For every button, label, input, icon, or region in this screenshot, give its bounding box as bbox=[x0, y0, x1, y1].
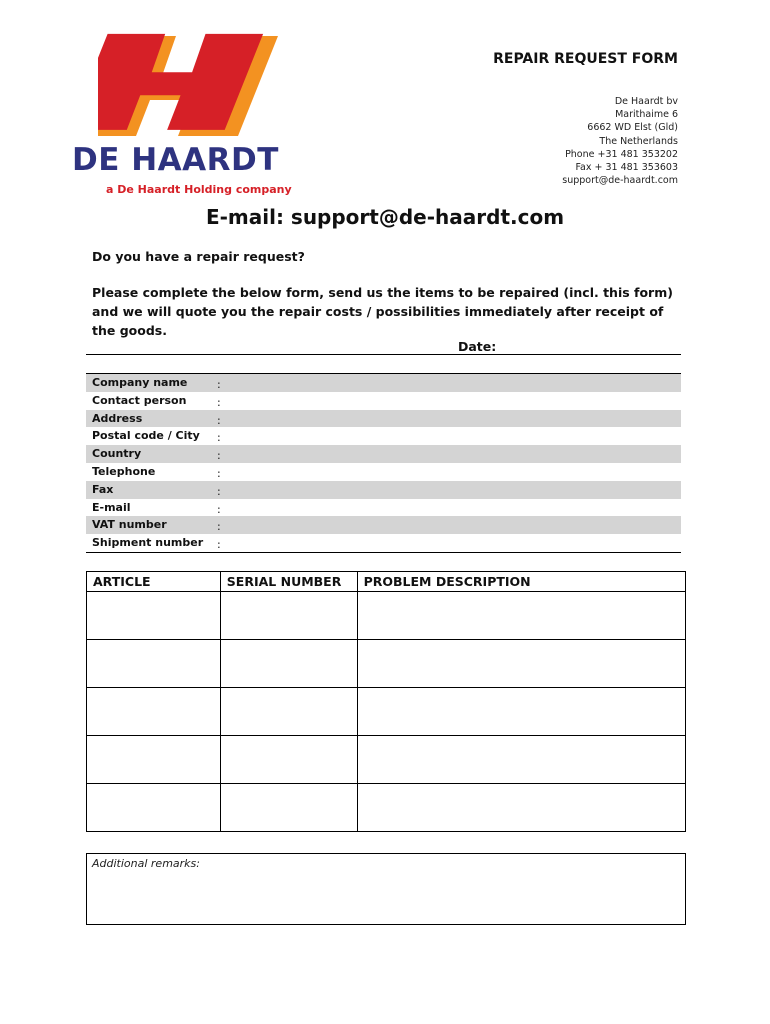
field-row-vat-number bbox=[86, 516, 681, 534]
field-row-email bbox=[86, 499, 681, 517]
contact-fields bbox=[86, 374, 681, 552]
problem-description-cell[interactable] bbox=[357, 784, 685, 832]
address-line: De Haardt bv bbox=[614, 96, 678, 107]
address-line: Fax + 31 481 353603 bbox=[575, 162, 678, 174]
country-field[interactable] bbox=[226, 445, 681, 463]
telephone-field[interactable] bbox=[226, 463, 681, 481]
table-row bbox=[87, 688, 686, 736]
field-label: Company name bbox=[92, 376, 188, 389]
problem-description-cell[interactable] bbox=[357, 688, 685, 736]
table-row bbox=[87, 784, 686, 832]
field-label: Telephone bbox=[92, 464, 156, 478]
field-colon: : bbox=[217, 431, 221, 445]
company-name-field[interactable] bbox=[226, 374, 681, 392]
company-logo bbox=[68, 30, 318, 200]
table-row bbox=[87, 736, 686, 784]
field-row-contact-person bbox=[86, 392, 681, 410]
article-cell[interactable] bbox=[87, 736, 221, 784]
field-colon: : bbox=[217, 520, 221, 534]
email-heading: E-mail: support@de-haardt.com bbox=[205, 205, 565, 229]
address-line: The Netherlands bbox=[599, 135, 678, 147]
address-field[interactable] bbox=[226, 410, 681, 428]
field-label: Contact person bbox=[92, 393, 187, 407]
contact-person-field[interactable] bbox=[226, 392, 681, 410]
field-label: Postal code / City bbox=[92, 429, 200, 443]
field-label: Country bbox=[92, 447, 142, 461]
articles-table bbox=[86, 571, 686, 832]
field-row-postal-city bbox=[86, 427, 681, 445]
field-label: Shipment number bbox=[92, 536, 204, 550]
field-colon: : bbox=[217, 484, 221, 498]
serial-number-cell[interactable] bbox=[220, 688, 357, 736]
vat-number-field[interactable] bbox=[226, 516, 681, 534]
serial-number-cell[interactable] bbox=[220, 640, 357, 688]
article-cell[interactable] bbox=[87, 688, 221, 736]
field-colon: : bbox=[217, 413, 221, 427]
column-header-problem-description: PROBLEM DESCRIPTION bbox=[357, 572, 685, 592]
address-line: Marithaime 6 bbox=[615, 109, 678, 121]
field-colon: : bbox=[217, 538, 221, 552]
field-label: Fax bbox=[92, 482, 114, 496]
postal-city-field[interactable] bbox=[226, 427, 681, 445]
problem-description-cell[interactable] bbox=[357, 736, 685, 784]
article-cell[interactable] bbox=[87, 640, 221, 688]
column-header-article: ARTICLE bbox=[87, 572, 221, 592]
article-cell[interactable] bbox=[87, 592, 221, 640]
field-colon: : bbox=[217, 378, 221, 391]
field-colon: : bbox=[217, 395, 221, 409]
instructions-text: Please complete the below form, send us the items to be repaired (incl. this form) and we will quote you the repair costs / possibilities immediately after receipt of the goods. bbox=[92, 285, 673, 338]
fax-field[interactable] bbox=[226, 481, 681, 499]
field-row-telephone bbox=[86, 463, 681, 481]
serial-number-cell[interactable] bbox=[220, 592, 357, 640]
serial-number-cell[interactable] bbox=[220, 736, 357, 784]
serial-number-cell[interactable] bbox=[220, 784, 357, 832]
column-header-serial-number: SERIAL NUMBER bbox=[220, 572, 357, 592]
table-row bbox=[87, 640, 686, 688]
form-title: REPAIR REQUEST FORM bbox=[493, 51, 678, 67]
field-row-fax bbox=[86, 481, 681, 499]
article-cell[interactable] bbox=[87, 784, 221, 832]
table-header-row bbox=[87, 572, 686, 592]
company-address bbox=[562, 95, 678, 187]
field-label: Address bbox=[92, 411, 143, 425]
address-line: Phone +31 481 353202 bbox=[565, 148, 678, 160]
address-line: support@de-haardt.com bbox=[562, 175, 678, 187]
shipment-number-field[interactable] bbox=[226, 534, 681, 552]
field-colon: : bbox=[217, 502, 221, 516]
brand-tagline: a De Haardt Holding company bbox=[106, 183, 292, 196]
problem-description-cell[interactable] bbox=[357, 592, 685, 640]
field-row-country bbox=[86, 445, 681, 463]
date-label: Date: bbox=[458, 339, 497, 354]
address-line: 6662 WD Elst (Gld) bbox=[587, 122, 678, 134]
additional-remarks-label: Additional remarks: bbox=[92, 857, 200, 870]
field-row-company-name bbox=[86, 374, 681, 392]
field-row-shipment-number bbox=[86, 534, 681, 552]
field-colon: : bbox=[217, 466, 221, 480]
field-row-address bbox=[86, 410, 681, 428]
problem-description-cell[interactable] bbox=[357, 640, 685, 688]
field-colon: : bbox=[217, 449, 221, 463]
divider bbox=[86, 354, 681, 355]
email-field[interactable] bbox=[226, 499, 681, 517]
h-logo-mark-icon bbox=[98, 30, 288, 140]
field-label: VAT number bbox=[92, 518, 167, 532]
table-row bbox=[87, 592, 686, 640]
brand-name: DE HAARDT bbox=[72, 142, 279, 178]
divider bbox=[86, 552, 681, 553]
additional-remarks-box[interactable] bbox=[86, 853, 686, 925]
field-label: E-mail bbox=[92, 500, 131, 514]
question-text: Do you have a repair request? bbox=[92, 249, 305, 264]
